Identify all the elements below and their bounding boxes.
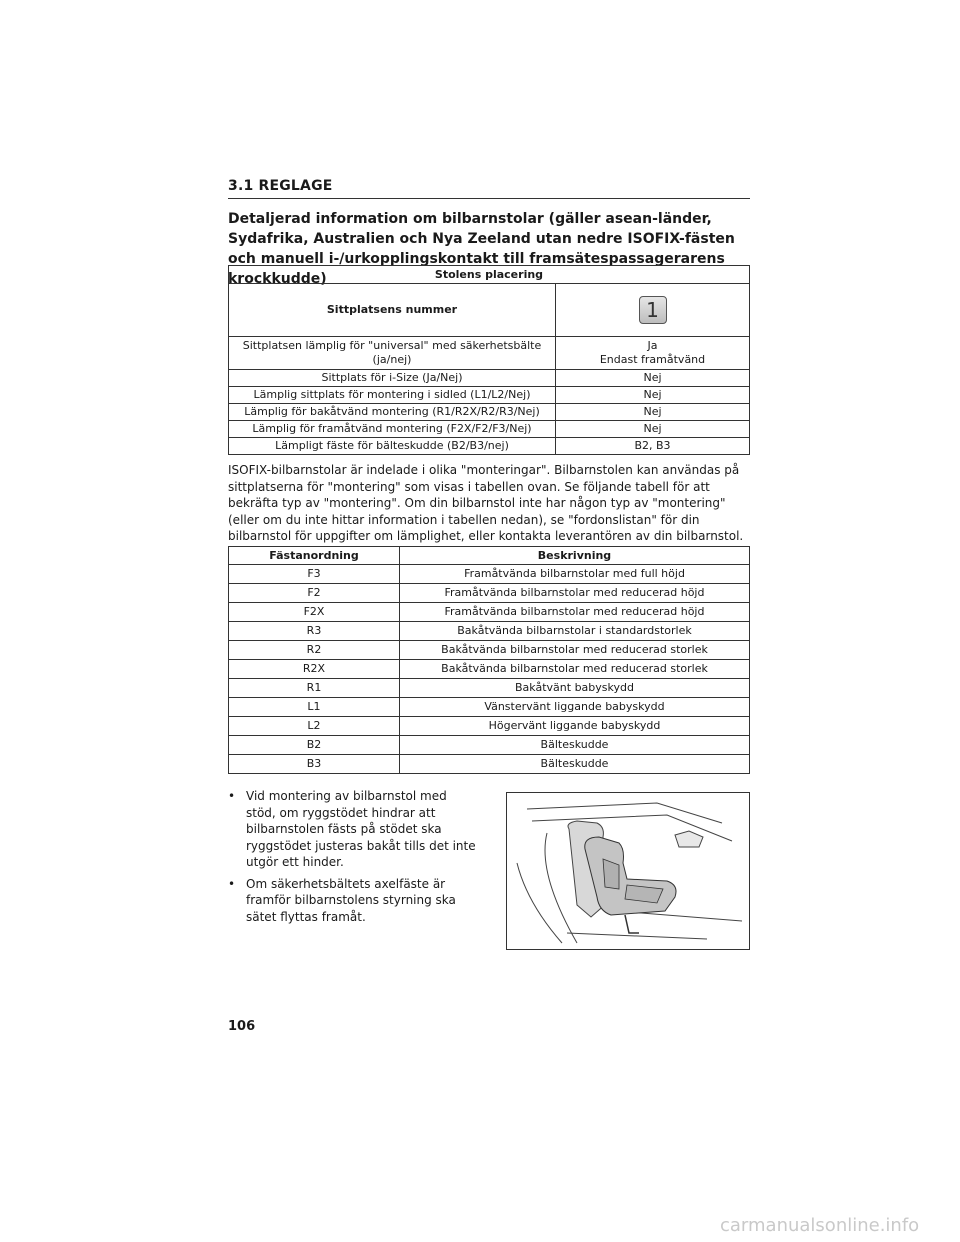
fixture-table bbox=[228, 546, 750, 774]
table-row bbox=[229, 565, 750, 584]
table-row bbox=[229, 438, 750, 455]
column-header-fixture: Fästanordning bbox=[229, 547, 400, 565]
row-value bbox=[556, 337, 750, 370]
row-label: Sittplatsen lämplig för "universal" med säkerhetsbälte (ja/nej) bbox=[229, 337, 556, 370]
table-header: Stolens placering bbox=[229, 266, 750, 284]
section-header: 3.1 REGLAGE bbox=[228, 178, 750, 199]
fixture-code: R2 bbox=[229, 641, 400, 660]
column-header-description: Beskrivning bbox=[400, 547, 750, 565]
list-item bbox=[228, 876, 478, 926]
fixture-description: Bakåtvända bilbarnstolar med reducerad storlek bbox=[400, 660, 750, 679]
seat-number-cell bbox=[556, 284, 750, 337]
page-heading: Detaljerad information om bilbarnstolar (gäller asean-länder, Sydafrika, Australien och Nya Zeeland utan nedre ISOFIX-fästen och manuell i-/urkopplingskontakt till framsätespassagerarens krockkudde) bbox=[228, 211, 735, 287]
table-row bbox=[229, 660, 750, 679]
fixture-code: F2X bbox=[229, 603, 400, 622]
row-value: Nej bbox=[556, 421, 750, 438]
fixture-code: L2 bbox=[229, 717, 400, 736]
bullet-marker: • bbox=[228, 789, 236, 803]
table-row bbox=[229, 698, 750, 717]
fixture-description: Bakåtvända bilbarnstolar i standardstorlek bbox=[400, 622, 750, 641]
table-row bbox=[229, 337, 750, 370]
row-value-line1: Ja bbox=[647, 339, 658, 352]
fixture-code: R1 bbox=[229, 679, 400, 698]
fixture-code: B2 bbox=[229, 736, 400, 755]
row-value: Nej bbox=[556, 370, 750, 387]
row-label: Lämpligt fäste för bälteskudde (B2/B3/nej) bbox=[229, 438, 556, 455]
fixture-code: R2X bbox=[229, 660, 400, 679]
fixture-description: Bakåtvänt babyskydd bbox=[400, 679, 750, 698]
row-label: Lämplig sittplats för montering i sidled (L1/L2/Nej) bbox=[229, 387, 556, 404]
row-value: Nej bbox=[556, 387, 750, 404]
table-row bbox=[229, 603, 750, 622]
table-row bbox=[229, 421, 750, 438]
child-seat-illustration bbox=[506, 792, 750, 950]
fixture-description: Framåtvända bilbarnstolar med reducerad höjd bbox=[400, 603, 750, 622]
table-row bbox=[229, 584, 750, 603]
bullet-text: Vid montering av bilbarnstol med stöd, om ryggstödet hindrar att bilbarnstolen fästs på stödet ska ryggstödet justeras bakåt tills det inte utgör ett hinder. bbox=[246, 789, 476, 869]
table-row bbox=[229, 387, 750, 404]
fixture-code: F3 bbox=[229, 565, 400, 584]
bullet-marker: • bbox=[228, 876, 236, 891]
fixture-description: Bakåtvända bilbarnstolar med reducerad storlek bbox=[400, 641, 750, 660]
car-seat-drawing bbox=[507, 793, 749, 949]
fixture-description: Högervänt liggande babyskydd bbox=[400, 717, 750, 736]
seat-suitability-table bbox=[228, 265, 750, 455]
row-value: Nej bbox=[556, 404, 750, 421]
row-value: B2, B3 bbox=[556, 438, 750, 455]
fixture-code: B3 bbox=[229, 755, 400, 774]
fixture-code: F2 bbox=[229, 584, 400, 603]
seat-number-badge: 1 bbox=[639, 296, 667, 324]
fixture-code: R3 bbox=[229, 622, 400, 641]
fixture-description: Bälteskudde bbox=[400, 736, 750, 755]
page-number: 106 bbox=[228, 1019, 256, 1034]
bullet-text: Om säkerhetsbältets axelfäste är framför bilbarnstolens styrning ska sätet flyttas framåt. bbox=[246, 876, 456, 924]
row-label: Lämplig för framåtvänd montering (F2X/F2/F3/Nej) bbox=[229, 421, 556, 438]
seat-number-label: Sittplatsens nummer bbox=[229, 284, 556, 337]
table-row bbox=[229, 622, 750, 641]
table-row bbox=[229, 641, 750, 660]
table-row bbox=[229, 717, 750, 736]
table-row bbox=[229, 736, 750, 755]
table-row bbox=[229, 679, 750, 698]
bullet-list bbox=[228, 788, 478, 930]
fixture-description: Vänstervänt liggande babyskydd bbox=[400, 698, 750, 717]
table-row bbox=[229, 370, 750, 387]
row-label: Lämplig för bakåtvänd montering (R1/R2X/R2/R3/Nej) bbox=[229, 404, 556, 421]
isofix-paragraph: ISOFIX-bilbarnstolar är indelade i olika "monteringar". Bilbarnstolen kan användas på sittplatserna för "montering" som visas i tabellen ovan. Se följande tabell för att bekräfta typ av "montering". Om din bilbarnstol inte har någon typ av "montering" (eller om du inte hittar information i tabellen nedan), se "fordonslistan" för din bilbarnstol för uppgifter om lämplighet, eller kontakta leverantören av din bilbarnstol. bbox=[228, 463, 744, 543]
row-value-line2: Endast framåtvänd bbox=[599, 353, 706, 366]
fixture-description: Framåtvända bilbarnstolar med full höjd bbox=[400, 565, 750, 584]
table-row bbox=[229, 404, 750, 421]
list-item bbox=[228, 788, 478, 871]
fixture-code: L1 bbox=[229, 698, 400, 717]
fixture-description: Framåtvända bilbarnstolar med reducerad höjd bbox=[400, 584, 750, 603]
fixture-description: Bälteskudde bbox=[400, 755, 750, 774]
table-row bbox=[229, 755, 750, 774]
watermark: carmanualsonline.info bbox=[720, 1215, 920, 1236]
row-label: Sittplats för i-Size (Ja/Nej) bbox=[229, 370, 556, 387]
